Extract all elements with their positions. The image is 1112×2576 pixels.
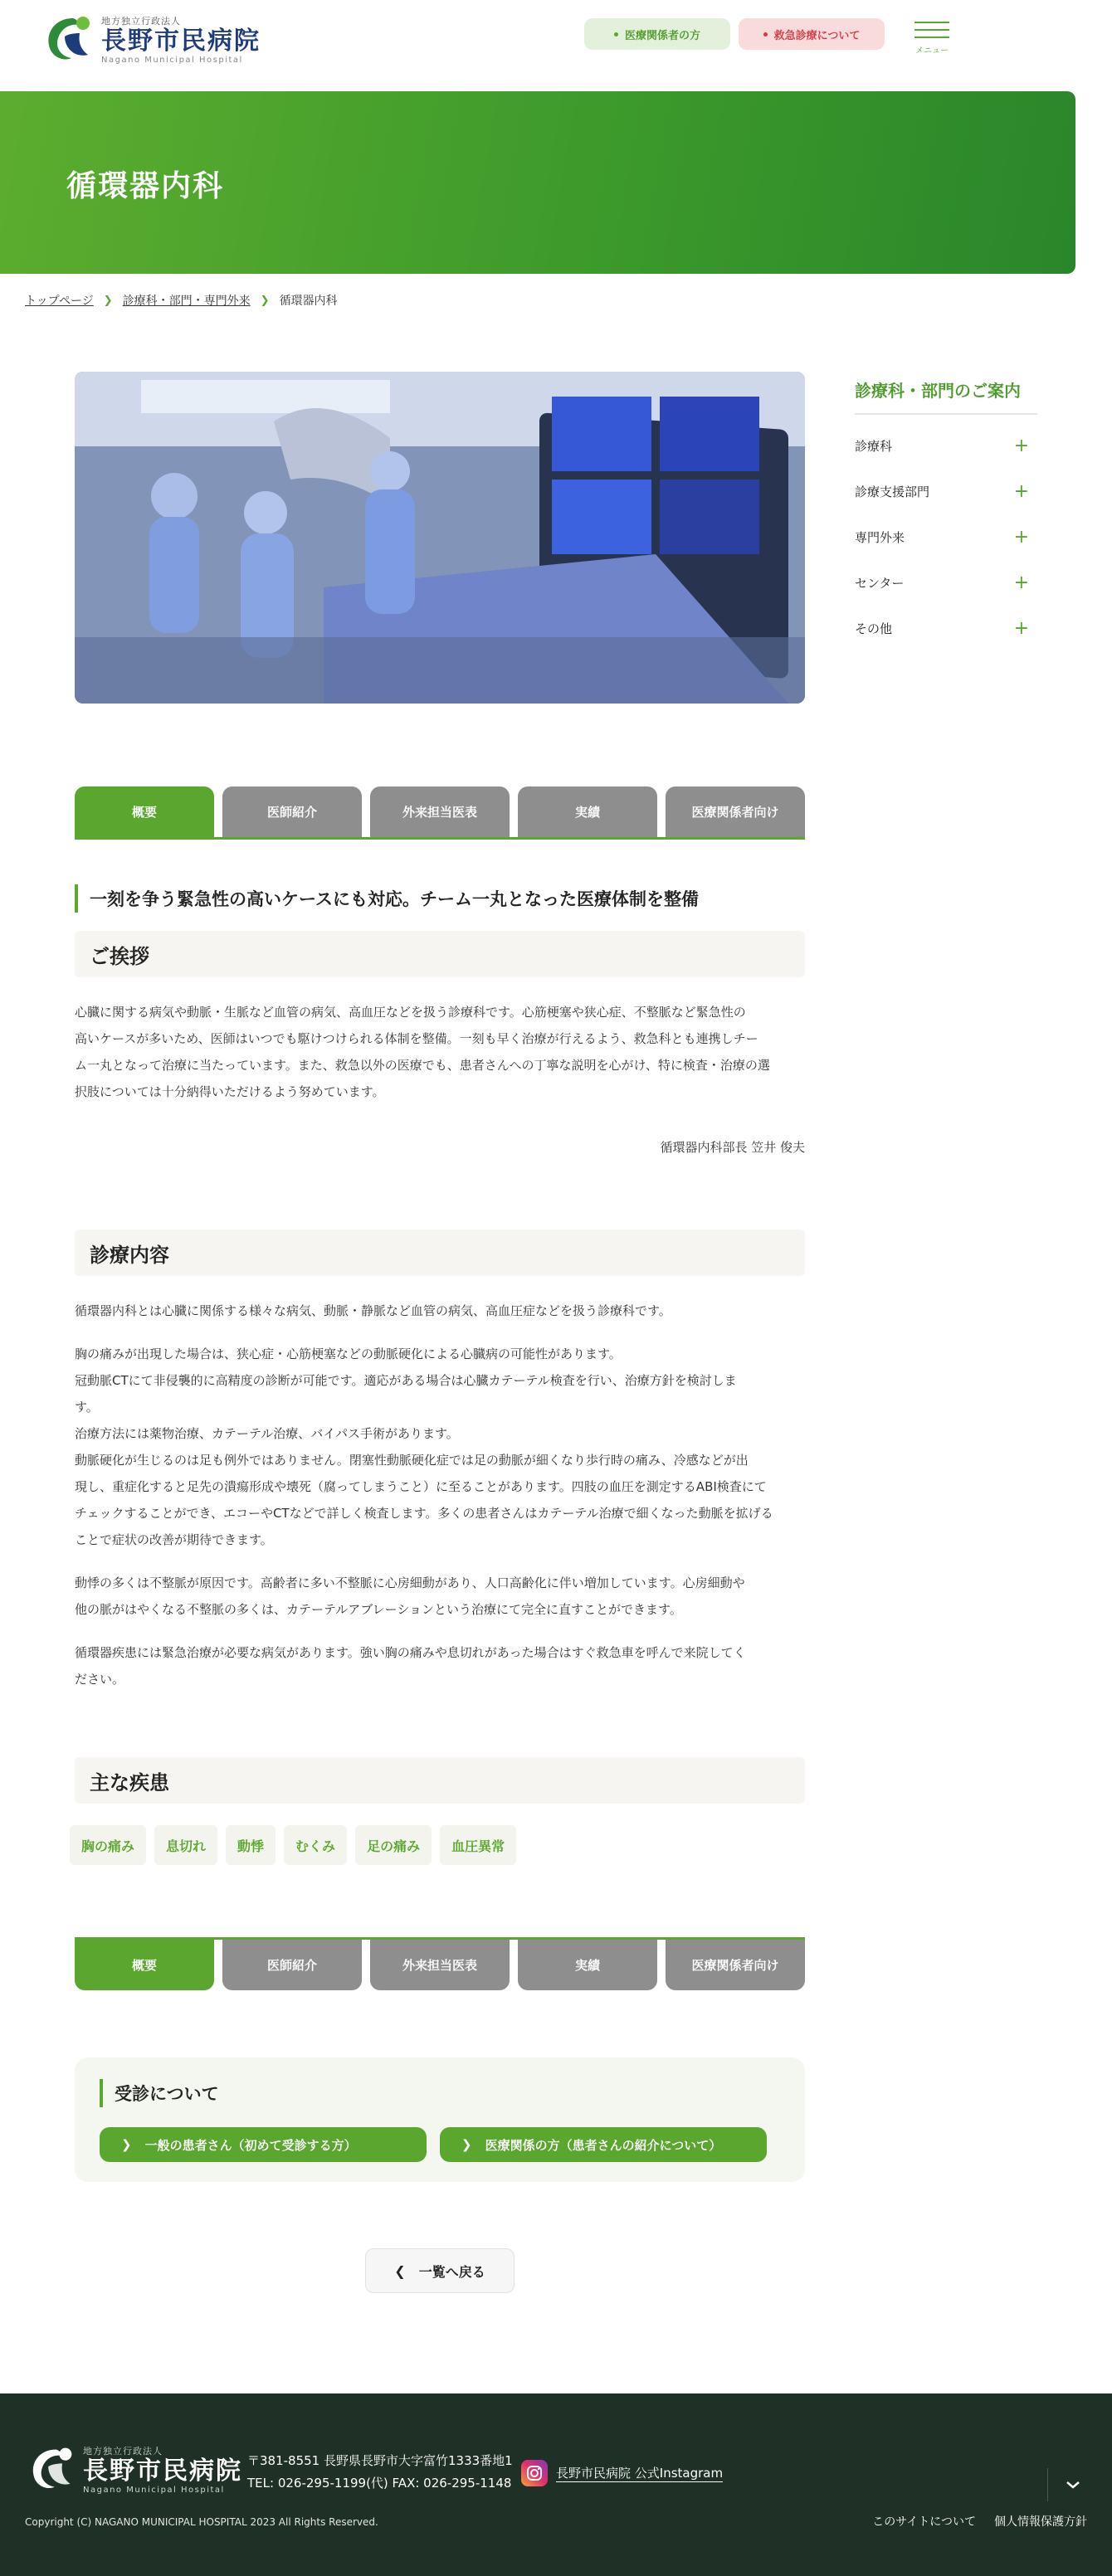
text-line: 心臓に関する病気や動脈・生脈など血管の病気、高血圧などを扱う診療科です。心筋梗塞や狭心症、不整脈など緊急性の bbox=[75, 1005, 746, 1020]
sidebar-item-departments[interactable] bbox=[855, 423, 1037, 469]
back-to-list-button[interactable] bbox=[365, 2248, 515, 2293]
details-paragraph-2 bbox=[75, 1341, 805, 1553]
disease-tag-list bbox=[70, 1825, 516, 1865]
department-sidebar bbox=[855, 365, 1037, 651]
sidebar-item-center[interactable] bbox=[855, 560, 1037, 606]
hamburger-icon bbox=[914, 22, 949, 23]
sidebar-item-label: その他 bbox=[855, 621, 893, 636]
text-line: 循環器疾患には緊急治療が必要な病気があります。強い胸の痛みや息切れがあった場合はすぐ救急車を呼んで来院してく bbox=[75, 1645, 746, 1660]
hospital-logo-icon bbox=[40, 12, 95, 66]
footer-links bbox=[872, 2513, 1087, 2530]
instagram-label: 長野市民病院 公式Instagram bbox=[556, 2466, 724, 2481]
details-heading: 診療内容 bbox=[75, 1230, 805, 1276]
disease-tag[interactable]: 足の痛み bbox=[355, 1825, 432, 1865]
sidebar-spacer bbox=[855, 415, 1037, 423]
tab-doctors[interactable]: 医師紹介 bbox=[222, 1940, 362, 1990]
department-photo bbox=[75, 372, 805, 704]
text-line: 動悸の多くは不整脈が原因です。高齢者に多い不整脈に心房細動があり、人口高齢化に伴い増加しています。心房細動や bbox=[75, 1575, 745, 1590]
catheter-lab-image bbox=[75, 372, 805, 704]
sidebar-item-label: 診療支援部門 bbox=[855, 485, 930, 499]
logo-subtitle: 地方独立行政法人 bbox=[83, 2445, 163, 2457]
tab-outpatient-schedule[interactable]: 外来担当医表 bbox=[370, 1940, 510, 1990]
site-logo[interactable] bbox=[40, 12, 264, 66]
tab-results[interactable]: 実績 bbox=[518, 1940, 657, 1990]
text-line: ことで症状の改善が期待できます。 bbox=[75, 1532, 273, 1547]
address-line: 〒381-8551 長野県長野市大字富竹1333番地1 bbox=[247, 2453, 513, 2468]
general-patients-button[interactable] bbox=[100, 2127, 427, 2162]
menu-button[interactable] bbox=[913, 18, 951, 60]
emergency-label: 救急診療について bbox=[773, 29, 861, 42]
hospital-logo-icon bbox=[25, 2443, 76, 2495]
greeting-signature: 循環器内科部長 笠井 俊夫 bbox=[660, 1140, 805, 1155]
medical-referral-label: 医療関係の方（患者さんの紹介について） bbox=[485, 2137, 722, 2153]
bullet-icon bbox=[763, 32, 768, 37]
about-site-link[interactable]: このサイトについて bbox=[872, 2515, 976, 2529]
sidebar-item-label: センター bbox=[855, 576, 905, 591]
instagram-icon bbox=[521, 2460, 548, 2486]
sidebar-title: 診療科・部門のご案内 bbox=[855, 365, 1037, 415]
diseases-heading: 主な疾患 bbox=[75, 1757, 805, 1804]
logo-title: 長野市民病院 bbox=[83, 2456, 242, 2486]
sidebar-item-other[interactable] bbox=[855, 606, 1037, 651]
text-line: 胸の痛みが出現した場合は、狭心症・心筋梗塞などの動脈硬化による心臓病の可能性があります。 bbox=[75, 1346, 622, 1361]
hamburger-line bbox=[914, 29, 949, 31]
sidebar-item-label: 診療科 bbox=[855, 439, 893, 454]
breadcrumb bbox=[25, 292, 338, 309]
bullet-icon bbox=[614, 32, 618, 37]
visit-heading: 受診について bbox=[100, 2079, 219, 2107]
text-line: す。 bbox=[75, 1400, 99, 1415]
back-to-list-label: 一覧へ戻る bbox=[418, 2263, 485, 2280]
chevron-right-icon: ❯ bbox=[103, 294, 113, 307]
chevron-down-icon bbox=[1066, 2480, 1080, 2490]
breadcrumb-current: 循環器内科 bbox=[279, 295, 338, 308]
details-paragraph-4 bbox=[75, 1639, 805, 1692]
medical-staff-label: 医療関係者の方 bbox=[624, 29, 700, 42]
logo-subtitle: 地方独立行政法人 bbox=[101, 15, 181, 27]
text-line: 治療方法には薬物治療、カテーテル治療、バイパス手術があります。 bbox=[75, 1426, 459, 1441]
footer-logo[interactable] bbox=[25, 2443, 242, 2495]
tab-overview[interactable]: 概要 bbox=[75, 1940, 214, 1990]
sidebar-item-specialty[interactable] bbox=[855, 514, 1037, 560]
page-title: 循環器内科 bbox=[66, 169, 225, 203]
logo-english: Nagano Municipal Hospital bbox=[101, 55, 243, 65]
disease-tag[interactable]: 動悸 bbox=[226, 1825, 276, 1865]
hamburger-line bbox=[914, 37, 949, 38]
text-line: 高いケースが多いため、医師はいつでも駆けつけられる体制を整備。一刻も早く治療が行えるよう、救急科とも連携しチー bbox=[75, 1031, 758, 1046]
copyright: Copyright (C) NAGANO MUNICIPAL HOSPITAL 2023 All Rights Reserved. bbox=[25, 2516, 378, 2528]
lead-heading: 一刻を争う緊急性の高いケースにも対応。チーム一丸となった医療体制を整備 bbox=[75, 884, 699, 913]
details-intro: 循環器内科とは心臓に関係する様々な病気、動脈・静脈など血管の病気、高血圧症などを扱う診療科です。 bbox=[75, 1303, 671, 1318]
chevron-right-icon: ❯ bbox=[121, 2137, 132, 2152]
text-line: 択肢については十分納得いただけるよう努めています。 bbox=[75, 1084, 385, 1099]
disease-tag[interactable]: 血圧異常 bbox=[440, 1825, 516, 1865]
greeting-text bbox=[75, 999, 805, 1105]
sidebar-item-support[interactable] bbox=[855, 469, 1037, 514]
chevron-right-icon: ❯ bbox=[260, 294, 270, 307]
emergency-button[interactable] bbox=[739, 18, 885, 50]
logo-english: Nagano Municipal Hospital bbox=[83, 2485, 225, 2495]
logo-title: 長野市民病院 bbox=[101, 26, 261, 56]
text-line: 動脈硬化が生じるのは足も例外ではありません。閉塞性動脈硬化症では足の動脈が細くなり歩行時の痛み、冷感などが出 bbox=[75, 1453, 749, 1468]
breadcrumb-departments[interactable]: 診療科・部門・専門外来 bbox=[122, 295, 251, 308]
section-tabs-bottom bbox=[75, 1937, 805, 1990]
text-line: チェックすることができ、エコーやCTなどで詳しく検査します。多くの患者さんはカテーテル治療で細くなった動脈を拡げる bbox=[75, 1506, 773, 1521]
footer-address bbox=[247, 2450, 513, 2495]
site-footer bbox=[0, 2393, 1112, 2576]
text-line: 他の脈がはやくなる不整脈の多くは、カテーテルアブレーションという治療にて完全に直すことができます。 bbox=[75, 1602, 682, 1617]
details-paragraph-3 bbox=[75, 1570, 805, 1623]
page-title-banner bbox=[0, 91, 1075, 274]
breadcrumb-home[interactable]: トップページ bbox=[25, 295, 94, 308]
plus-icon: + bbox=[1013, 618, 1029, 639]
plus-icon: + bbox=[1013, 572, 1029, 593]
greeting-heading: ご挨拶 bbox=[75, 931, 805, 977]
sidebar-item-label: 専門外来 bbox=[855, 530, 905, 545]
plus-icon: + bbox=[1013, 481, 1029, 502]
plus-icon: + bbox=[1013, 436, 1029, 456]
medical-staff-button[interactable] bbox=[584, 18, 730, 50]
tab-for-medical-staff[interactable]: 医療関係者向け bbox=[666, 786, 805, 837]
plus-icon: + bbox=[1013, 527, 1029, 548]
general-patients-label: 一般の患者さん（初めて受診する方） bbox=[144, 2137, 357, 2153]
privacy-policy-link[interactable]: 個人情報保護方針 bbox=[994, 2515, 1087, 2529]
section-tabs-top bbox=[75, 786, 805, 840]
tab-overview[interactable]: 概要 bbox=[75, 786, 214, 837]
text-line: 冠動脈CTにて非侵襲的に高精度の診断が可能です。適応がある場合は心臓カテーテル検査を行い、治療方針を検討しま bbox=[75, 1373, 737, 1388]
disease-tag[interactable]: 息切れ bbox=[154, 1825, 217, 1865]
tab-results[interactable]: 実績 bbox=[518, 786, 657, 837]
text-line: ム一丸となって治療に当たっています。また、救急以外の医療でも、患者さんへの丁寧な説明を心がけ、特に検査・治療の選 bbox=[75, 1058, 770, 1073]
text-line: 現し、重症化すると足先の潰瘍形成や壊死（腐ってしまうこと）に至ることがあります。四肢の血圧を測定するABI検査にて bbox=[75, 1479, 767, 1494]
tab-outpatient-schedule[interactable]: 外来担当医表 bbox=[370, 786, 510, 837]
instagram-link[interactable] bbox=[521, 2460, 723, 2486]
chevron-left-icon: ❮ bbox=[394, 2262, 406, 2279]
tab-for-medical-staff[interactable]: 医療関係者向け bbox=[666, 1940, 805, 1990]
menu-label: メニュー bbox=[915, 46, 949, 56]
disease-tag[interactable]: むくみ bbox=[284, 1825, 347, 1865]
disease-tag[interactable]: 胸の痛み bbox=[70, 1825, 146, 1865]
medical-referral-button[interactable] bbox=[440, 2127, 767, 2162]
site-header bbox=[0, 0, 1112, 83]
tab-doctors[interactable]: 医師紹介 bbox=[222, 786, 362, 837]
visit-info-box bbox=[75, 2057, 805, 2182]
chevron-right-icon: ❯ bbox=[461, 2137, 472, 2152]
page-top-button[interactable] bbox=[1047, 2468, 1097, 2501]
phone-line: TEL: 026-295-1199(代) FAX: 026-295-1148 bbox=[247, 2476, 512, 2491]
text-line: ださい。 bbox=[75, 1672, 125, 1687]
